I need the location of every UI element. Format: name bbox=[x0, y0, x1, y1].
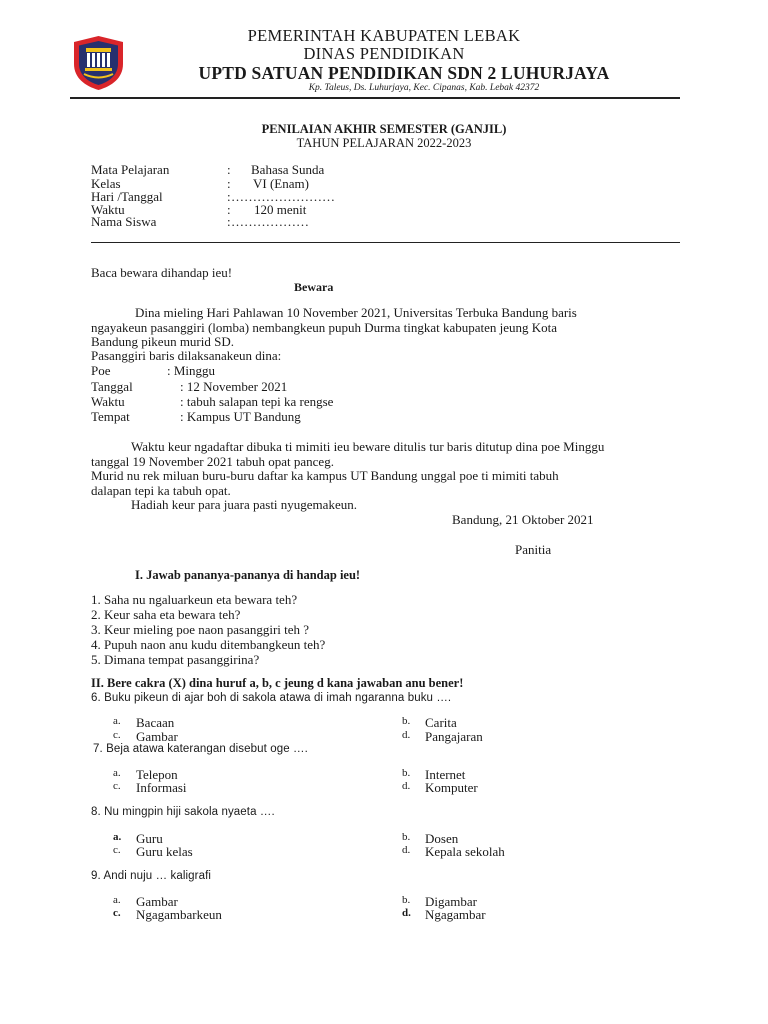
option-text: Gambar bbox=[136, 894, 178, 909]
option-text: Pangajaran bbox=[425, 729, 483, 744]
mc-question-9: 9. Andi nuju … kaligrafi bbox=[91, 870, 212, 882]
reading-text-line: Hadiah keur para juara pasti nyugemakeun. bbox=[131, 497, 357, 512]
mc-question-8: 8. Nu mingpin hiji sakola nyaeta …. bbox=[91, 806, 275, 818]
essay-question: 3. Keur mieling poe naon pasanggiri teh ? bbox=[91, 622, 310, 637]
option-text: Internet bbox=[425, 767, 466, 782]
option-letter: d. bbox=[402, 780, 411, 792]
detail-label: Tempat bbox=[91, 409, 130, 424]
detail-label: Tanggal bbox=[91, 379, 133, 394]
option-text: Guru kelas bbox=[136, 844, 193, 859]
option-text: Kepala sekolah bbox=[425, 844, 505, 859]
reading-text-line: Pasanggiri baris dilaksanakeun dina: bbox=[91, 348, 282, 363]
identity-value: VI (Enam) bbox=[253, 176, 309, 191]
option-text: Digambar bbox=[425, 894, 477, 909]
option-letter: d. bbox=[402, 907, 411, 919]
identity-value: 120 menit bbox=[254, 202, 307, 217]
header-government: PEMERINTAH KABUPATEN LEBAK bbox=[247, 26, 521, 45]
option-letter: c. bbox=[113, 729, 121, 741]
essay-question: 1. Saha nu ngaluarkeun eta bewara teh? bbox=[91, 592, 298, 607]
detail-value: : 12 November 2021 bbox=[180, 379, 288, 394]
reading-text-line: Waktu keur ngadaftar dibuka ti mimiti ieu beware ditulis tur baris ditutup dina poe Minggu bbox=[131, 439, 605, 454]
identity-value: ……………… bbox=[231, 214, 309, 229]
section2-title: II. Bere cakra (X) dina huruf a, b, c jeung d kana jawaban anu bener! bbox=[91, 676, 464, 690]
detail-label: Poe bbox=[91, 363, 111, 378]
option-letter: c. bbox=[113, 780, 121, 792]
reading-title: Bewara bbox=[294, 280, 334, 294]
option-letter: b. bbox=[402, 715, 411, 727]
option-letter: c. bbox=[113, 907, 121, 919]
essay-question: 2. Keur saha eta bewara teh? bbox=[91, 607, 241, 622]
essay-question: 5. Dimana tempat pasanggirina? bbox=[91, 652, 260, 667]
detail-value: : Kampus UT Bandung bbox=[180, 409, 301, 424]
option-text: Dosen bbox=[425, 831, 459, 846]
reading-text-line: dalapan tepi ka tabuh opat. bbox=[91, 483, 231, 498]
exam-title: PENILAIAN AKHIR SEMESTER (GANJIL) bbox=[261, 122, 507, 136]
header-office: DINAS PENDIDIKAN bbox=[303, 44, 465, 63]
detail-value: : tabuh salapan tepi ka rengse bbox=[180, 394, 334, 409]
option-letter: a. bbox=[113, 715, 121, 727]
option-text: Gambar bbox=[136, 729, 178, 744]
option-text: Telepon bbox=[136, 767, 178, 782]
option-text: Informasi bbox=[136, 780, 187, 795]
header-address: Kp. Taleus, Ds. Luhurjaya, Kec. Cipanas, Kab. Lebak 42372 bbox=[308, 83, 540, 93]
option-letter: b. bbox=[402, 767, 411, 779]
identity-colon: : bbox=[227, 189, 231, 204]
identity-divider bbox=[91, 242, 680, 243]
option-text: Guru bbox=[136, 831, 163, 846]
option-letter: d. bbox=[402, 844, 411, 856]
header-divider bbox=[70, 97, 680, 99]
identity-label: Waktu bbox=[91, 202, 125, 217]
option-letter: c. bbox=[113, 844, 121, 856]
essay-question: 4. Pupuh naon anu kudu ditembangkeun teh? bbox=[91, 637, 326, 652]
reading-text-line: Bandung pikeun murid SD. bbox=[91, 334, 234, 349]
identity-colon: : bbox=[227, 202, 231, 217]
identity-label: Kelas bbox=[91, 176, 121, 191]
option-text: Ngagambarkeun bbox=[136, 907, 222, 922]
section1-title: I. Jawab pananya-pananya di handap ieu! bbox=[135, 568, 361, 582]
option-letter: a. bbox=[113, 767, 121, 779]
signature-signer: Panitia bbox=[515, 542, 552, 557]
reading-text-line: ngayakeun pasanggiri (lomba) nembangkeun pupuh Durma tingkat kabupaten jeung Kota bbox=[91, 320, 558, 335]
option-letter: a. bbox=[113, 894, 121, 906]
identity-colon: : bbox=[227, 176, 231, 191]
exam-year: TAHUN PELAJARAN 2022-2023 bbox=[296, 136, 472, 150]
mc-question-6: 6. Buku pikeun di ajar boh di sakola atawa di imah ngaranna buku …. bbox=[91, 692, 452, 704]
option-letter: b. bbox=[402, 831, 411, 843]
option-text: Komputer bbox=[425, 780, 478, 795]
signature-place-date: Bandung, 21 Oktober 2021 bbox=[452, 512, 594, 527]
option-text: Carita bbox=[425, 715, 457, 730]
option-text: Ngagambar bbox=[425, 907, 486, 922]
reading-text-line: Murid nu rek miluan buru-buru daftar ka kampus UT Bandung unggal poe ti mimiti tabuh bbox=[91, 468, 559, 483]
identity-colon: : bbox=[227, 214, 231, 229]
identity-colon: : bbox=[227, 162, 231, 177]
identity-label: Nama Siswa bbox=[91, 214, 157, 229]
option-text: Bacaan bbox=[136, 715, 175, 730]
identity-value: …………………… bbox=[231, 189, 335, 204]
mc-question-7: 7. Beja atawa katerangan disebut oge …. bbox=[93, 743, 308, 755]
reading-text-line: Dina mieling Hari Pahlawan 10 November 2021, Universitas Terbuka Bandung baris bbox=[135, 305, 577, 320]
detail-value: : Minggu bbox=[167, 363, 216, 378]
identity-label: Hari /Tanggal bbox=[91, 189, 163, 204]
identity-label: Mata Pelajaran bbox=[91, 162, 170, 177]
identity-value: Bahasa Sunda bbox=[251, 162, 325, 177]
option-letter: b. bbox=[402, 894, 411, 906]
detail-label: Waktu bbox=[91, 394, 125, 409]
reading-instruction: Baca bewara dihandap ieu! bbox=[91, 265, 233, 280]
option-letter: d. bbox=[402, 729, 411, 741]
header-school-name: UPTD SATUAN PENDIDIKAN SDN 2 LUHURJAYA bbox=[198, 63, 610, 83]
reading-text-line: tanggal 19 November 2021 tabuh opat panceg. bbox=[91, 454, 334, 469]
option-letter: a. bbox=[113, 831, 122, 843]
